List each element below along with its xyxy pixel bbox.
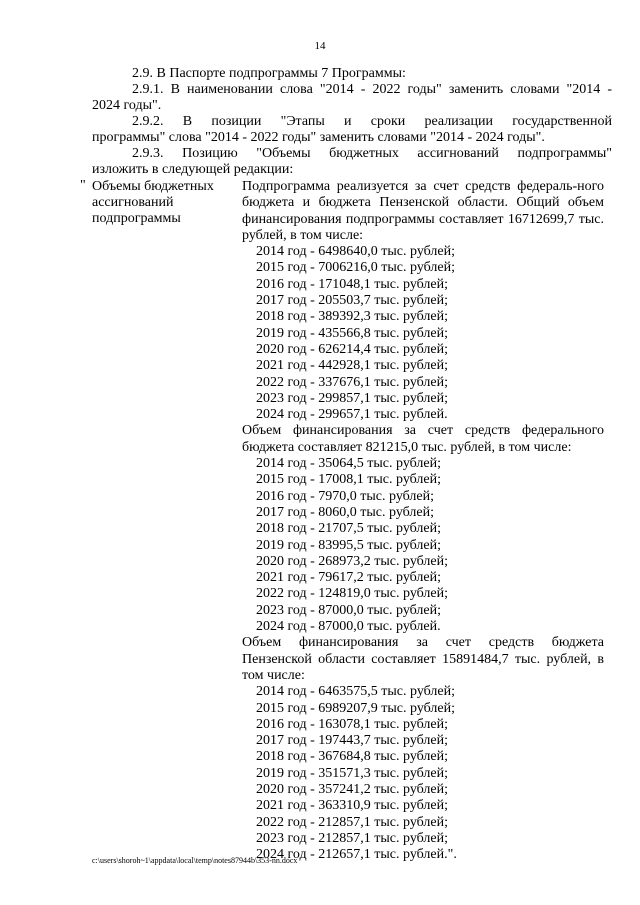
year-line: 2023 год - 299857,1 тыс. рублей; xyxy=(256,390,449,406)
year-line: 2021 год - 442928,1 тыс. рублей; xyxy=(256,358,449,374)
paragraph-text: 2.9.1. В наименовании слова "2014 - 2022 годы" заменить словами "2014 - xyxy=(132,82,612,97)
table-left-label: Объемы бюджетных ассигнований подпрограммы xyxy=(92,179,214,226)
total-financing-text: Подпрограмма реализуется за счет средств федераль-ного бюджета и бюджета Пензенской области. Общий объем финансирования подпрограммы составляет 16712699,7 тыс. рублей, в том числе: xyxy=(242,179,604,243)
year-line: 2021 год - 79617,2 тыс. рублей; xyxy=(256,570,442,586)
total-years-list xyxy=(242,244,604,423)
year-line: 2019 год - 83995,5 тыс. рублей; xyxy=(256,537,442,553)
year-line: 2016 год - 171048,1 тыс. рублей; xyxy=(256,276,449,292)
paragraph-text: 2.9. В Паспорте подпрограммы 7 Программы: xyxy=(132,66,406,81)
year-line: 2018 год - 389392,3 тыс. рублей; xyxy=(256,309,449,325)
paragraph-2-9-2 xyxy=(92,114,612,146)
paragraph-text-continued: изложить в следующей редакции: xyxy=(92,162,294,177)
footer-file-path: c:\users\shoroh~1\appdata\local\temp\notes87944b\353-nn.docx xyxy=(92,856,298,865)
year-line: 2022 год - 212857,1 тыс. рублей; xyxy=(256,814,449,830)
year-line: 2015 год - 7006216,0 тыс. рублей; xyxy=(256,260,456,276)
federal-financing-text: Объем финансирования за счет средств федерального бюджета составляет 821215,0 тыс. рублей, в том числе: xyxy=(242,423,604,455)
year-line: 2015 год - 6989207,9 тыс. рублей; xyxy=(256,700,456,716)
year-line: 2017 год - 205503,7 тыс. рублей; xyxy=(256,293,449,309)
year-line: 2017 год - 197443,7 тыс. рублей; xyxy=(256,733,449,749)
year-line: 2023 год - 212857,1 тыс. рублей; xyxy=(256,830,449,846)
federal-years-list xyxy=(242,456,604,635)
paragraph-2-9-3 xyxy=(92,146,612,178)
paragraph-2-9 xyxy=(92,66,612,82)
paragraph-2-9-1 xyxy=(92,82,612,114)
year-line: 2014 год - 6498640,0 тыс. рублей; xyxy=(256,244,456,260)
year-line: 2018 год - 21707,5 тыс. рублей; xyxy=(256,521,442,537)
year-line: 2020 год - 626214,4 тыс. рублей; xyxy=(256,341,449,357)
year-line: 2019 год - 351571,3 тыс. рублей; xyxy=(256,765,449,781)
year-line: 2022 год - 124819,0 тыс. рублей; xyxy=(256,586,449,602)
year-line: 2024 год - 212657,1 тыс. рублей.". xyxy=(256,847,457,863)
paragraph-text-continued: 2024 годы". xyxy=(92,98,162,113)
year-line: 2024 год - 87000,0 тыс. рублей. xyxy=(256,619,441,635)
table-right-content xyxy=(242,179,604,863)
paragraph-text: 2.9.3. Позицию "Объемы бюджетных ассигнований подпрограммы" xyxy=(132,146,612,161)
year-line: 2020 год - 268973,2 тыс. рублей; xyxy=(256,553,449,569)
page-number: 14 xyxy=(314,40,326,52)
year-line: 2020 год - 357241,2 тыс. рублей; xyxy=(256,781,449,797)
year-line: 2014 год - 35064,5 тыс. рублей; xyxy=(256,456,442,472)
paragraph-text: 2.9.2. В позиции "Этапы и сроки реализации государственной xyxy=(132,114,612,129)
year-line: 2017 год - 8060,0 тыс. рублей; xyxy=(256,504,435,520)
regional-financing-text: Объем финансирования за счет средств бюджета Пензенской области составляет 15891484,7 тыс. рублей, в том числе: xyxy=(242,635,604,683)
year-line: 2018 год - 367684,8 тыс. рублей; xyxy=(256,749,449,765)
year-line: 2022 год - 337676,1 тыс. рублей; xyxy=(256,374,449,390)
year-line: 2016 год - 7970,0 тыс. рублей; xyxy=(256,488,435,504)
year-line: 2016 год - 163078,1 тыс. рублей; xyxy=(256,716,449,732)
year-line: 2015 год - 17008,1 тыс. рублей; xyxy=(256,472,442,488)
opening-quote: " xyxy=(80,178,86,193)
year-line: 2014 год - 6463575,5 тыс. рублей; xyxy=(256,684,456,700)
paragraph-text-continued: программы" слова "2014 - 2022 годы" заменить словами "2014 - 2024 годы". xyxy=(92,130,545,145)
year-line: 2021 год - 363310,9 тыс. рублей; xyxy=(256,798,449,814)
year-line: 2023 год - 87000,0 тыс. рублей; xyxy=(256,602,442,618)
regional-years-list xyxy=(242,684,604,863)
year-line: 2024 год - 299657,1 тыс. рублей. xyxy=(256,407,448,423)
year-line: 2019 год - 435566,8 тыс. рублей; xyxy=(256,325,449,341)
